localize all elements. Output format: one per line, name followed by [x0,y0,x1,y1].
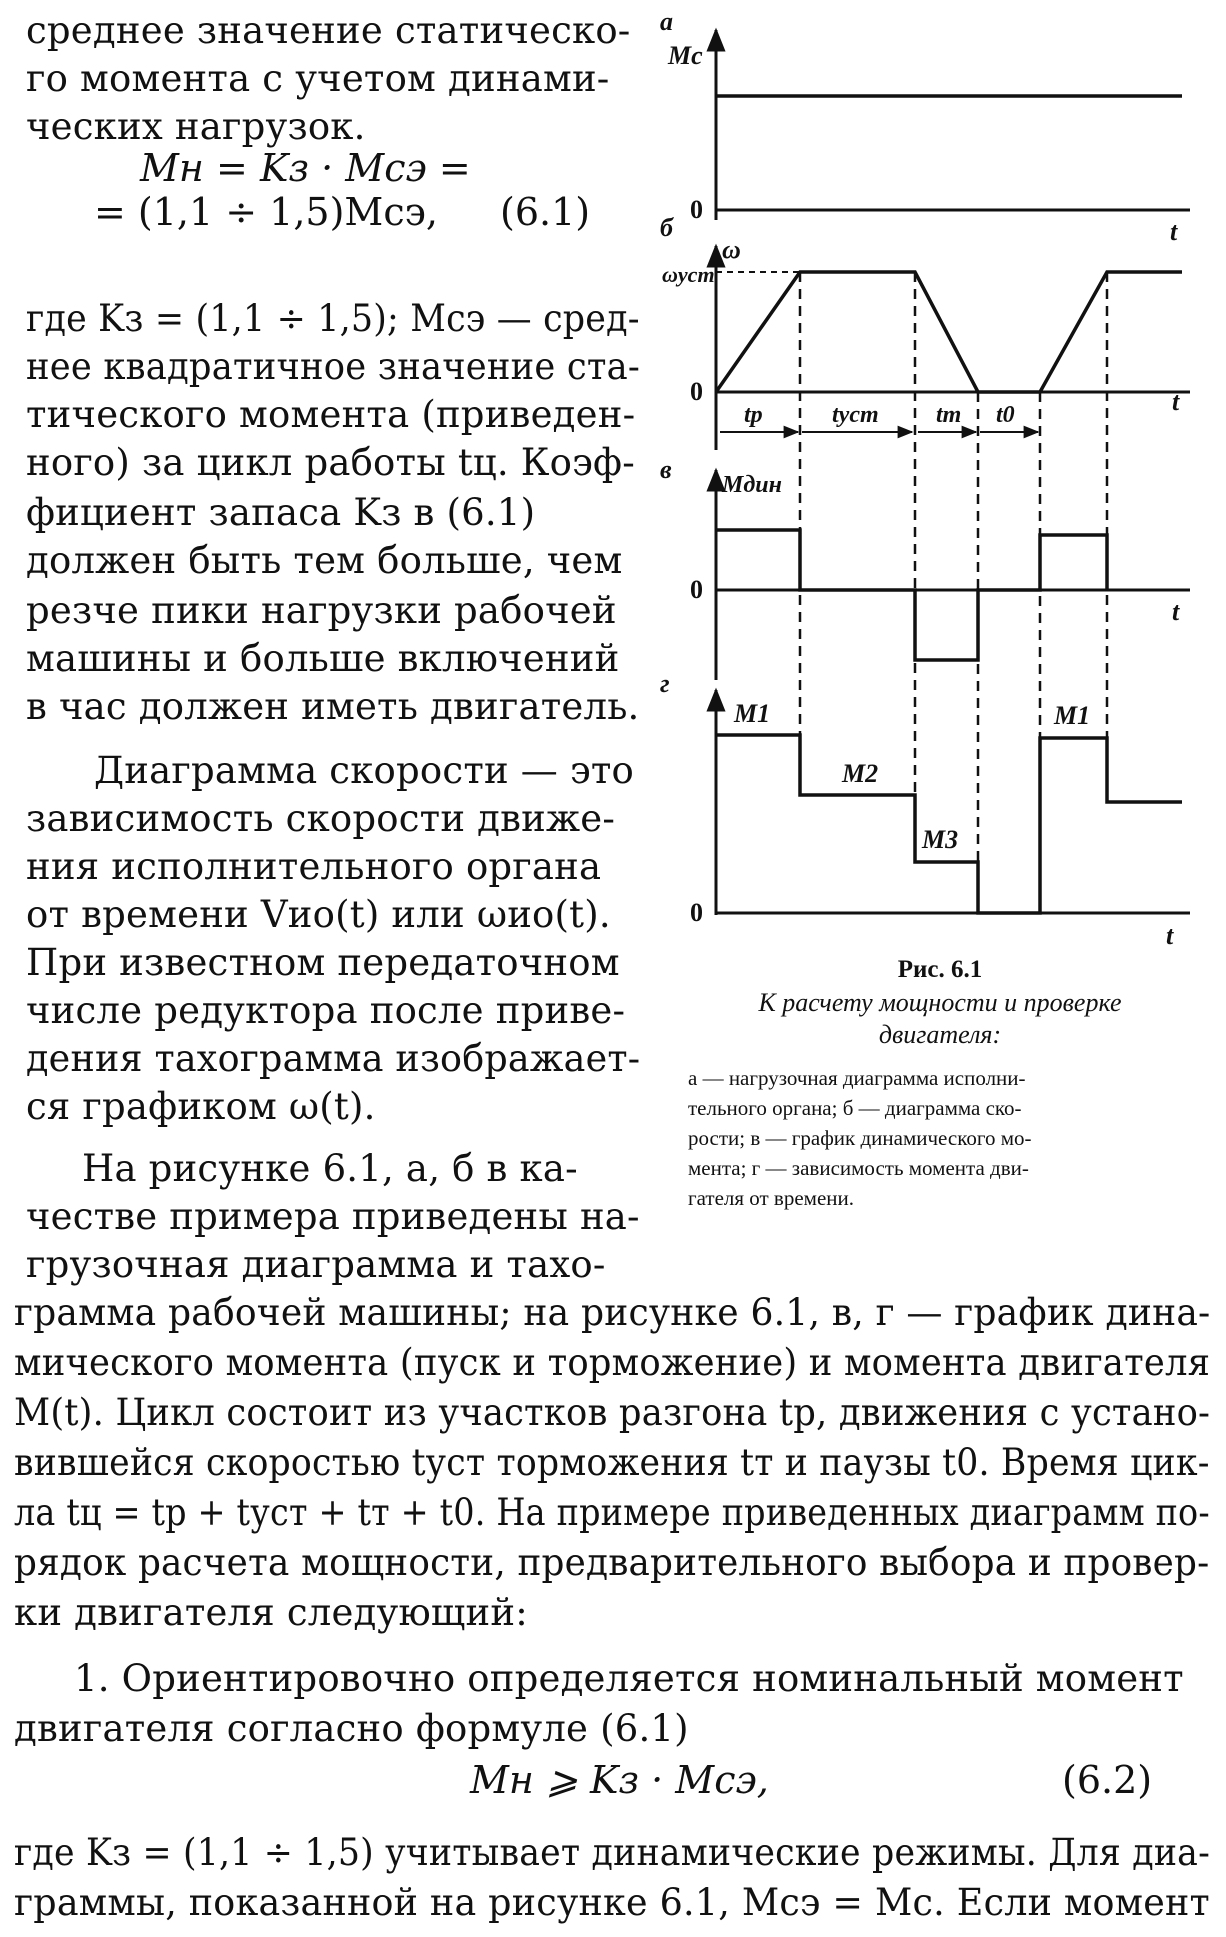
panel-g-motor-moment [690,690,1190,950]
left-text-line: резче пики нагрузки рабочей [26,589,617,632]
panel-letter-b: б [660,213,673,242]
panel-v-mdyn-label: Mдин [722,472,782,498]
panel-g-moment-curve [716,735,1182,913]
left-text-line: ся графиком ω(t). [26,1085,376,1128]
panel-v-t-label: t [1172,597,1180,626]
figure-caption-line-5: гателя от времени. [688,1186,855,1210]
figure-caption-subtitle-2: двигателя: [878,1020,1002,1049]
full-text-line: граммы, показанной на рисунке 6.1, Mсэ = Mс. Если момент [14,1881,1210,1924]
equation-6-2-number: (6.2) [1062,1758,1153,1802]
left-text-line: фициент запаса Kз в (6.1) [26,491,536,534]
panel-g-m1-label-right: M1 [1054,701,1091,730]
panel-a-zero: 0 [690,195,703,224]
full-text-line: ки двигателя следующий: [14,1591,528,1634]
panel-letter-v: в [660,455,672,484]
left-text-line: Диаграмма скорости — это [94,749,635,792]
left-text-line: дения тахограмма изображает- [26,1037,641,1080]
left-text-line: ния исполнительного органа [26,845,602,888]
full-text-line: мического момента (пуск и торможение) и момента двигателя [14,1341,1211,1384]
panel-v-dynamic-moment [690,470,1190,680]
panel-g-zero: 0 [690,898,703,927]
panel-g-m2-label: M2 [842,759,879,788]
equation-6-1-line2: = (1,1 ÷ 1,5)Mсэ, [94,190,438,234]
figure-caption-title: Рис. 6.1 [897,956,983,983]
panel-g-t-label: t [1166,921,1174,950]
interval-tust-label: tуст [832,402,879,428]
panel-g-m3-label: M3 [922,825,959,854]
full-text-line: грамма рабочей машины; на рисунке 6.1, в, г — график дина- [14,1291,1211,1334]
left-text-line: честве примера приведены на- [26,1195,640,1238]
full-text-line: M(t). Цикл состоит из участков разгона tр, движения с устано- [14,1391,1211,1434]
left-text-line: нее квадратичное значение ста- [26,345,641,388]
full-text-line: 1. Ориентировочно определяется номинальный момент [74,1657,1184,1700]
figure-caption-line-2: тельного органа; б — диаграмма ско- [688,1096,1022,1120]
figure-caption-line-1: а — нагрузочная диаграмма исполни- [688,1066,1026,1090]
full-text-line: вившейся скоростью tуст торможения tт и паузы t0. Время цик- [14,1441,1210,1484]
panel-v-moment-curve [716,530,1107,660]
full-text-line: где Kз = (1,1 ÷ 1,5) учитывает динамические режимы. Для диа- [14,1831,1210,1874]
left-text-line: го момента с учетом динами- [26,57,610,100]
full-text-line: рядок расчета мощности, предварительного выбора и провер- [14,1541,1210,1584]
left-text-line: числе редуктора после приве- [26,989,626,1032]
panel-b-speed-diagram [662,235,1190,450]
left-text-line: машины и больше включений [26,637,620,680]
left-text-line: На рисунке 6.1, а, б в ка- [82,1147,578,1190]
left-text-line: зависимость скорости движе- [26,797,616,840]
interval-tp-label: tр [744,402,763,428]
panel-letter-g: г [660,669,670,698]
panel-b-t-label: t [1172,387,1180,416]
panel-b-omega-ust-label: ωуст [662,262,715,287]
dashed-projection-lines [800,272,1107,913]
left-text-line: ного) за цикл работы tц. Коэф- [26,441,635,484]
panel-b-zero: 0 [690,377,703,406]
left-text-line: где Kз = (1,1 ÷ 1,5); Mсэ — сред- [26,297,640,340]
panel-b-speed-curve [716,272,1182,392]
panel-a-mc-label: Mс [668,41,703,70]
left-text-line: в час должен иметь двигатель. [26,685,640,728]
panel-a-load-diagram [667,30,1190,246]
left-text-line: тического момента (приведен- [26,393,636,436]
figure-6-1-diagrams [660,0,1200,960]
figure-caption-subtitle-1: К расчету мощности и проверке [758,988,1122,1017]
full-text-line: ла tц = tр + tуст + tт + t0. На примере приведенных диаграмм по- [14,1491,1210,1534]
full-text-line: двигателя согласно формуле (6.1) [14,1707,689,1750]
figure-caption-line-4: мента; г — зависимость момента дви- [688,1156,1029,1180]
equation-6-1-number: (6.1) [500,190,591,234]
equation-6-1-line1: Mн = Kз · Mсэ = [140,146,471,190]
left-text-line: грузочная диаграмма и тахо- [26,1243,606,1286]
interval-t0-label: t0 [996,402,1015,428]
left-text-line: от времени Vио(t) или ωио(t). [26,893,611,936]
panel-letter-a: а [660,7,673,36]
equation-6-2: Mн ⩾ Kз · Mсэ, [470,1758,769,1802]
panel-v-zero: 0 [690,575,703,604]
interval-tt-label: tт [936,402,962,428]
left-text-line: среднее значение статическо- [26,9,631,52]
panel-g-m1-label-left: M1 [734,699,771,728]
panel-a-t-label: t [1170,217,1178,246]
panel-b-omega-label: ω [722,235,741,264]
left-text-line: При известном передаточном [26,941,620,984]
figure-caption-line-3: рости; в — график динамического мо- [688,1126,1032,1150]
left-text-line: должен быть тем больше, чем [26,539,623,582]
left-text-line: ческих нагрузок. [26,105,366,148]
